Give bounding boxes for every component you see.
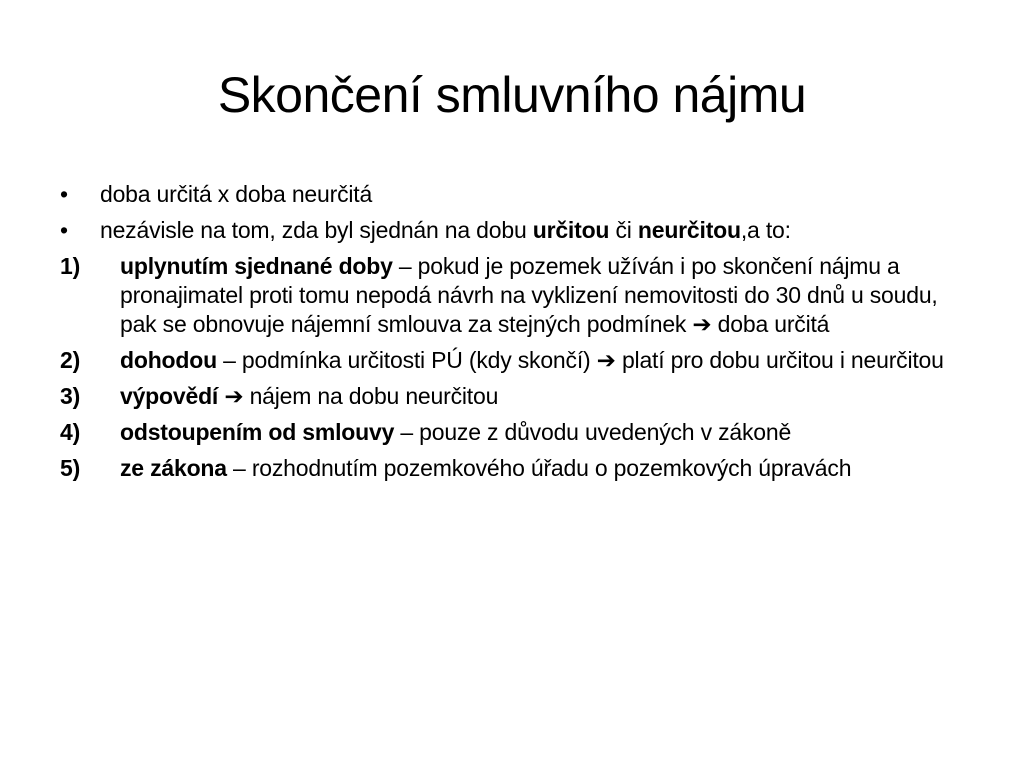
bullet-list [60,180,980,245]
slide-title: Skončení smluvního nájmu [217,67,807,123]
bold-term: určitou [532,217,610,243]
bullet-marker: • [60,217,68,243]
bullet-text [100,181,372,207]
numbered-item [60,382,980,411]
text-run: ,a to: [740,217,791,243]
text-run: platí pro dobu určitou i neurčitou [615,347,944,373]
bold-term: odstoupením od smlouvy [120,419,395,445]
text-run: – pouze z důvodu uvedených v zákoně [394,419,792,445]
number-marker: 2) [60,347,81,373]
bullet-item [60,216,980,245]
text-run: – rozhodnutím pozemkového úřadu o pozemkových úpravách [226,455,852,481]
text-run: – podmínka určitosti PÚ (kdy skončí) [216,347,597,373]
item-text [120,253,938,337]
text-run: či [609,217,638,243]
text-run: – pokud je pozemek užíván i po skončení nájmu a pronajimatel proti tomu nepodá návrh na vyklizení nemovitosti do 30 dnů u soudu, pak se obnovuje nájemní smlouva za stejných podmínek [120,253,938,337]
bullet-text [100,217,791,243]
arrow-icon: ➔ [224,383,244,409]
numbered-list [60,252,980,483]
item-text [120,347,944,373]
number-marker: 3) [60,383,81,409]
item-text [120,383,498,409]
item-text [120,419,791,445]
bold-term: dohodou [120,347,217,373]
item-text [120,455,851,481]
number-marker: 5) [60,455,81,481]
bold-term: uplynutím sjednané doby [120,253,393,279]
text-run: nájem na dobu neurčitou [243,383,499,409]
slide-content [60,180,980,490]
arrow-icon: ➔ [596,347,616,373]
number-marker: 4) [60,419,81,445]
text-run: doba určitá [711,311,830,337]
numbered-item [60,418,980,447]
text-run: doba určitá x doba neurčitá [100,181,373,207]
bold-term: ze zákona [120,455,227,481]
arrow-icon: ➔ [692,311,712,337]
numbered-item [60,346,980,375]
numbered-item [60,252,980,339]
bullet-item [60,180,980,209]
bullet-marker: • [60,181,68,207]
text-run: nezávisle na tom, zda byl sjednán na dobu [100,217,533,243]
bold-term: výpovědí [120,383,219,409]
numbered-item [60,454,980,483]
bold-term: neurčitou [637,217,741,243]
number-marker: 1) [60,253,81,279]
